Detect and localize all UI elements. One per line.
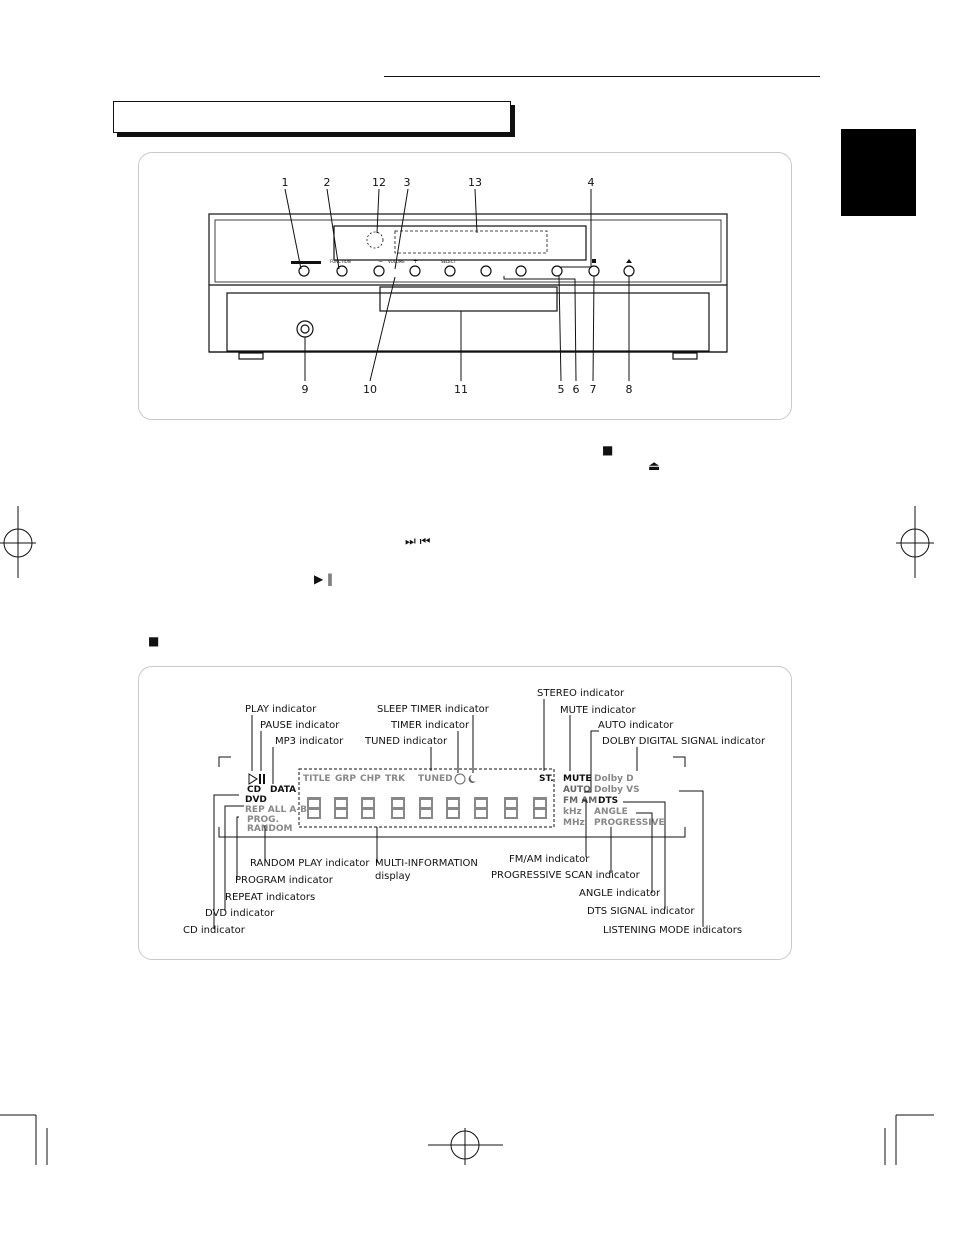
label-sleep-timer-indicator: SLEEP TIMER indicator: [377, 704, 489, 715]
callout-9: 9: [301, 383, 309, 396]
callout-6: 6: [572, 383, 580, 396]
disc-tray: [380, 287, 557, 311]
label-progressive-indicator: PROGRESSIVE SCAN indicator: [491, 870, 640, 881]
label-pause-indicator: PAUSE indicator: [260, 720, 340, 731]
label-multi-info: MULTI-INFORMATION: [375, 858, 478, 869]
label-mp3-indicator: MP3 indicator: [275, 736, 344, 747]
label-angle-indicator: ANGLE indicator: [579, 888, 661, 899]
reg-mark-left-icon: [4, 529, 32, 557]
label-timer-indicator: TIMER indicator: [391, 720, 470, 731]
callout-8: 8: [625, 383, 633, 396]
callout-7: 7: [589, 383, 597, 396]
callout-5: 5: [557, 383, 565, 396]
reg-mark-bottom-icon: [451, 1131, 479, 1159]
play-symbol-icon: [249, 774, 257, 784]
pause-symbol-icon: [259, 774, 261, 784]
label-random-play-indicator: RANDOM PLAY indicator: [250, 858, 370, 869]
callout-12: 12: [372, 176, 386, 189]
label-repeat-indicators: REPEAT indicators: [225, 892, 316, 903]
seg-auto: AUTO: [563, 785, 591, 795]
seg-random: RANDOM: [247, 824, 293, 834]
skip-icon: ⏭ ⏮: [405, 534, 431, 548]
seg-dolby-vs: Dolby VS: [594, 785, 640, 795]
callout-3: 3: [403, 176, 411, 189]
seg-data: DATA: [270, 785, 297, 795]
skip-forward-button[interactable]: [516, 266, 526, 276]
seg-rep-all-ab: REP ALL A-B: [245, 805, 307, 815]
unit-body: [209, 214, 727, 352]
seg-angle: ANGLE: [594, 807, 628, 817]
label-listening-mode-indicators: LISTENING MODE indicators: [603, 925, 743, 936]
reg-mark-right-icon: [901, 529, 929, 557]
display-figure: [138, 666, 792, 960]
callout-2: 2: [323, 176, 331, 189]
seg-dolby-d: Dolby D: [594, 774, 634, 784]
callout-1: 1: [281, 176, 289, 189]
seg-trk: TRK: [385, 774, 406, 784]
label-dts-indicator: DTS SIGNAL indicator: [587, 906, 695, 917]
label-dvd-indicator: DVD indicator: [205, 908, 275, 919]
timer-symbol-icon: [455, 774, 465, 784]
callout-4: 4: [587, 176, 595, 189]
sleep-symbol-icon: [469, 775, 476, 783]
seg-cd: CD: [247, 785, 262, 795]
header-rule: [384, 76, 820, 77]
display-drawing: [139, 667, 791, 959]
seg-chp: CHP: [360, 774, 381, 784]
stop-icon: ■: [602, 443, 614, 457]
remote-sensor: [367, 232, 383, 248]
seg-prog: PROG.: [247, 815, 279, 825]
label-fmam-indicator: FM/AM indicator: [509, 854, 590, 865]
volume-minus-label: −: [378, 258, 384, 265]
volume-plus-label: +: [413, 258, 419, 265]
seg-dvd: DVD: [245, 795, 267, 805]
label-mute-indicator: MUTE indicator: [560, 705, 636, 716]
seg-khz: kHz: [563, 807, 582, 817]
seg-st: ST.: [539, 774, 554, 784]
volume-down-button[interactable]: [374, 266, 384, 276]
select-button[interactable]: [445, 266, 455, 276]
front-panel-drawing: [139, 153, 791, 419]
phones-jack[interactable]: [297, 321, 313, 337]
seg-progressive: PROGRESSIVE: [594, 818, 665, 828]
label-multi-info-display: display: [375, 871, 411, 882]
callout-13: 13: [468, 176, 482, 189]
seg-tuned: TUNED: [418, 774, 453, 784]
seg-mute: MUTE: [563, 774, 592, 784]
skip-back-button[interactable]: [481, 266, 491, 276]
seg-mhz: MHz: [563, 818, 585, 828]
seg-dts: DTS: [598, 796, 619, 806]
label-stereo-indicator: STEREO indicator: [537, 688, 625, 699]
label-dolby-digital-indicator: DOLBY DIGITAL SIGNAL indicator: [602, 736, 766, 747]
label-auto-indicator: AUTO indicator: [598, 720, 674, 731]
seg-title: TITLE: [303, 774, 331, 784]
language-tab: [841, 129, 916, 216]
section-title-box: [113, 101, 511, 133]
callout-11: 11: [454, 383, 468, 396]
volume-label: VOLUME: [388, 259, 405, 264]
display-area: [395, 231, 547, 253]
label-play-indicator: PLAY indicator: [245, 704, 317, 715]
seg-grp: GRP: [335, 774, 356, 784]
seg-fmam: FM AM: [563, 796, 598, 806]
label-program-indicator: PROGRAM indicator: [235, 875, 333, 886]
function-label: FUNCTION: [330, 259, 351, 264]
volume-up-button[interactable]: [410, 266, 420, 276]
select-label: SELECT: [441, 259, 457, 264]
play-pause-icon: ▶ ‖: [314, 572, 334, 586]
eject-icon: ⏏: [648, 459, 661, 474]
label-tuned-indicator: TUNED indicator: [365, 736, 448, 747]
label-cd-indicator: CD indicator: [183, 925, 245, 936]
eject-button[interactable]: [624, 266, 634, 276]
front-panel-figure: [138, 152, 792, 420]
section-bullet-icon: ■: [148, 634, 160, 648]
callout-10: 10: [363, 383, 377, 396]
